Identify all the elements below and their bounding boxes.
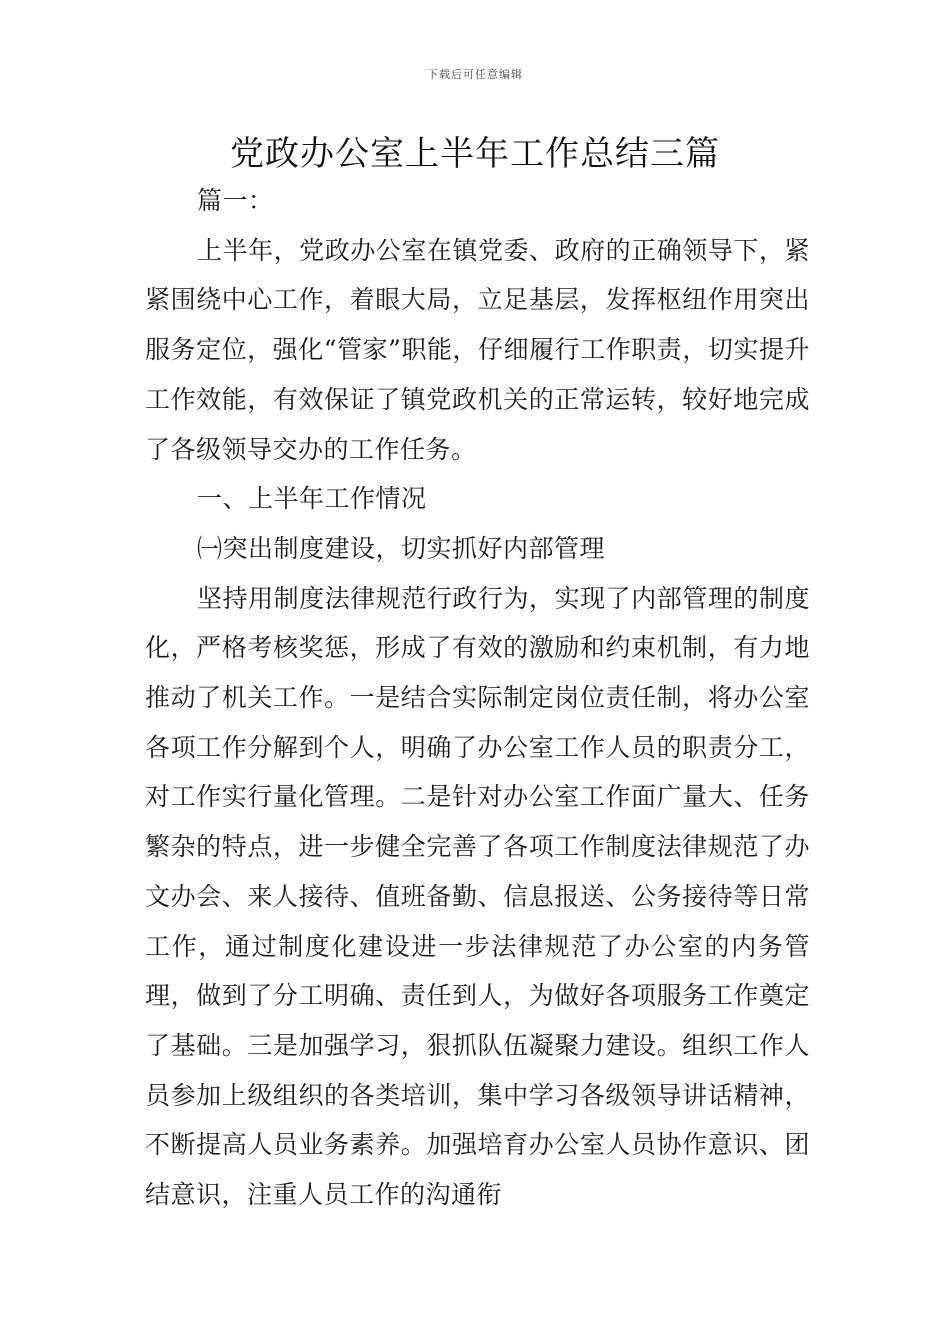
body-paragraph: 坚持用制度法律规范行政行为，实现了内部管理的制度化，严格考核奖惩，形成了有效的激励和约束机制，有力地推动了机关工作。一是结合实际制定岗位责任制，将办公室各项工作分解到个人，明确了办公室工作人员的职责分工，对工作实行量化管理。二是针对办公室工作面广量大、任务繁杂的特点，进一步健全完善了各项工作制度法律规范了办文办会、来人接待、值班备勤、信息报送、公务接待等日常工作，通过制度化建设进一步法律规范了办公室的内务管理，做到了分工明确、责任到人，为做好各项服务工作奠定了基础。三是加强学习，狠抓队伍凝聚力建设。组织工作人员参加上级组织的各类培训，集中学习各级领导讲话精神，不断提高人员业务素养。加强培育办公室人员协作意识、团结意识，注重人员工作的沟通衔: [145, 583, 810, 1210]
section-heading: 一、上半年工作情况: [197, 484, 427, 514]
document-title: 党政办公室上半年工作总结三篇: [230, 134, 720, 174]
subsection-heading: ㈠突出制度建设，切实抓好内部管理: [197, 533, 606, 563]
section-label: 篇一：: [197, 186, 274, 215]
body-paragraph: 上半年，党政办公室在镇党委、政府的正确领导下，紧紧围绕中心工作，着眼大局，立足基层，发挥枢纽作用突出服务定位，强化“管家”职能，仔细履行工作职责，切实提升工作效能，有效保证了镇党政机关的正常运转，较好地完成了各级领导交办的工作任务。: [145, 235, 810, 464]
document-body: [145, 176, 810, 1220]
header-note: 下载后可任意编辑: [427, 68, 523, 81]
